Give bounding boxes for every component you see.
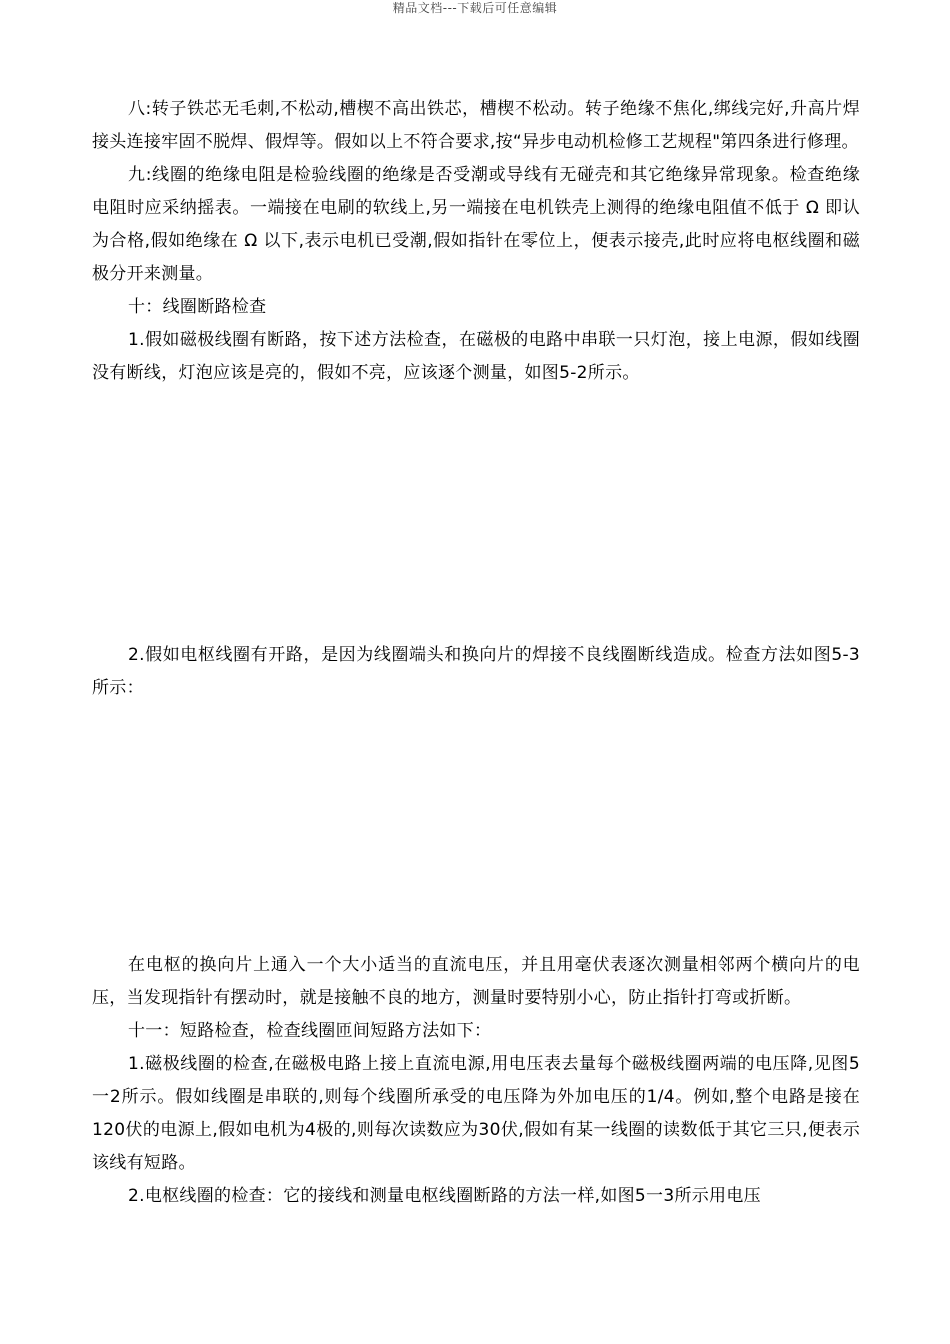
page-header: 精品文档---下载后可任意编辑	[392, 1, 558, 15]
figure-placeholder-5-2	[92, 430, 860, 635]
paragraph-nine: 九:线圈的绝缘电阻是检验线圈的绝缘是否受潮或导线有无碰壳和其它绝缘异常现象。检查绝缘电阻时应采纳摇表。一端接在电刷的软线上,另一端接在电机铁壳上测得的绝缘电阻值不低于 Ω 即认为合格,假如绝缘在 Ω 以下,表示电机已受潮,假如指针在零位上，便表示接壳,此时应将电枢线圈和磁极分开来测量。	[92, 165, 860, 284]
figure-placeholder-5-3	[92, 705, 860, 945]
paragraph-eight: 八:转子铁芯无毛刺,不松动,槽楔不高出铁芯，槽楔不松动。转子绝缘不焦化,绑线完好,升高片焊接头连接牢固不脱焊、假焊等。假如以上不符合要求,按“异步电动机检修工艺规程"第四条进行修理。	[92, 99, 860, 152]
paragraph-commutator-test: 在电枢的换向片上通入一个大小适当的直流电压，并且用毫伏表逐次测量相邻两个横向片的电压，当发现指针有摆动时，就是接触不良的地方，测量时要特别小心，防止指针打弯或折断。	[92, 955, 860, 1008]
text-block-top	[92, 93, 860, 390]
paragraph-eleven-item-2: 2.电枢线圈的检查：它的接线和测量电枢线圈断路的方法一样,如图5一3所示用电压	[128, 1186, 761, 1206]
paragraph-eleven-item-1: 1.磁极线圈的检查,在磁极电路上接上直流电源,用电压表去量每个磁极线圈两端的电压降,见图5一2所示。假如线圈是串联的,则每个线圈所承受的电压降为外加电压的1/4。例如,整个电路是接在120伏的电源上,假如电机为4极的,则每次读数应为30伏,假如有某一线圈的读数低于其它三只,便表示该线有短路。	[92, 1054, 860, 1173]
text-block-bottom	[92, 949, 860, 1213]
section-heading-ten: 十：线圈断路检查	[128, 297, 267, 317]
text-block-middle	[92, 639, 860, 705]
section-heading-eleven: 十一：短路检查，检查线圈匝间短路方法如下：	[128, 1021, 492, 1041]
paragraph-ten-item-1: 1.假如磁极线圈有断路，按下述方法检查，在磁极的电路中串联一只灯泡，接上电源，假如线圈没有断线，灯泡应该是亮的，假如不亮，应该逐个测量，如图5-2所示。	[92, 330, 860, 383]
paragraph-ten-item-2: 2.假如电枢线圈有开路，是因为线圈端头和换向片的焊接不良线圈断线造成。检查方法如图5-3所示：	[92, 645, 860, 698]
